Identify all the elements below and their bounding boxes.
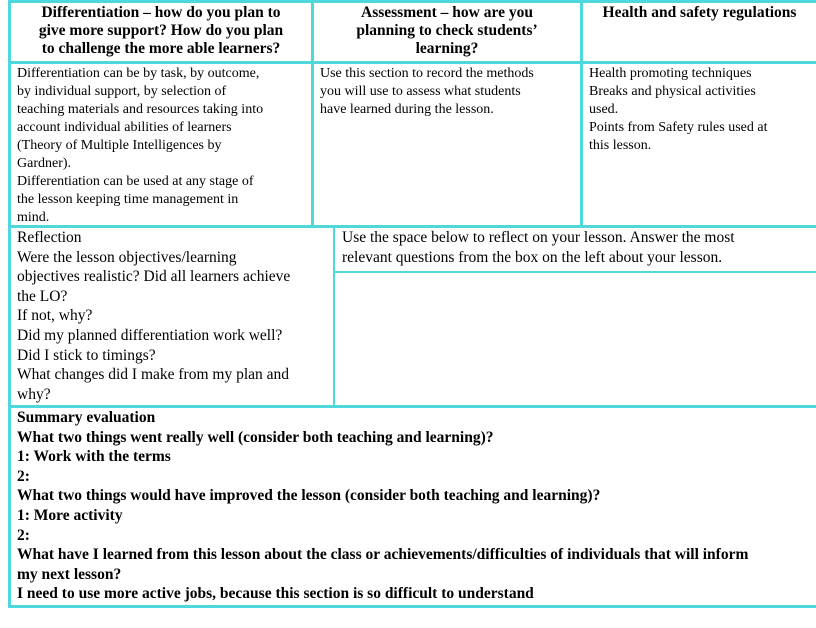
summary-evaluation <box>17 408 816 604</box>
summary-answer: 2: <box>17 467 30 485</box>
table-divider-header <box>8 61 816 64</box>
body-health-safety-line: this lesson. <box>589 138 652 153</box>
header-assessment-line: Assessment – how are you <box>361 4 533 21</box>
body-differentiation-line: Differentiation can be by task, by outcome, <box>17 66 260 81</box>
header-health-safety <box>583 4 816 22</box>
body-health-safety-line: used. <box>589 102 619 117</box>
body-differentiation-line: Gardner). <box>17 156 72 171</box>
body-health-safety <box>589 65 814 155</box>
body-assessment <box>320 65 578 119</box>
reflection-line: If not, why? <box>17 307 93 325</box>
body-health-safety-line: Points from Safety rules used at <box>589 120 768 135</box>
header-health-safety-line: Health and safety regulations <box>602 4 797 21</box>
body-differentiation-line: mind. <box>17 210 50 225</box>
reflection-instructions-line: Use the space below to reflect on your lesson. Answer the most <box>342 229 735 246</box>
reflection-line: objectives realistic? Did all learners achieve <box>17 268 291 286</box>
body-differentiation-line: teaching materials and resources taking into <box>17 102 264 117</box>
reflection-line: What changes did I make from my plan and <box>17 366 290 384</box>
header-assessment-line: learning? <box>415 40 479 57</box>
summary-answer: I need to use more active jobs, because this section is so difficult to understand <box>17 585 534 603</box>
body-assessment-line: Use this section to record the methods <box>320 66 534 81</box>
body-differentiation-line: the lesson keeping time management in <box>17 192 239 207</box>
body-assessment-line: you will use to assess what students <box>320 84 521 99</box>
reflection-answer-area[interactable] <box>335 273 816 405</box>
reflection-line: the LO? <box>17 287 68 305</box>
header-differentiation <box>11 4 311 58</box>
header-assessment <box>314 4 580 58</box>
body-differentiation-line: account individual abilities of learners <box>17 120 232 135</box>
reflection-instructions-line: relevant questions from the box on the left about your lesson. <box>342 248 723 266</box>
table-border-top <box>8 0 816 3</box>
body-differentiation-line: Differentiation can be used at any stage of <box>17 174 254 189</box>
body-health-safety-line: Health promoting techniques <box>589 66 752 81</box>
body-differentiation-line: by individual support, by selection of <box>17 84 227 99</box>
summary-question: my next lesson? <box>17 565 122 583</box>
table-border-left <box>8 0 11 608</box>
summary-answer: 1: More activity <box>17 506 123 524</box>
body-differentiation <box>17 65 309 227</box>
reflection-line: Did my planned differentiation work well? <box>17 326 283 344</box>
body-differentiation-line: (Theory of Multiple Intelligences by <box>17 138 222 153</box>
summary-question: What two things went really well (consider both teaching and learning)? <box>17 428 494 446</box>
header-differentiation-line: to challenge the more able learners? <box>41 40 281 57</box>
body-health-safety-line: Breaks and physical activities <box>589 84 756 99</box>
summary-title: Summary evaluation <box>17 409 156 426</box>
header-assessment-line: planning to check students’ <box>356 22 538 39</box>
summary-question: What have I learned from this lesson about the class or achievements/difficulties of individuals that will inform <box>17 546 749 564</box>
summary-question: What two things would have improved the lesson (consider both teaching and learning)? <box>17 487 601 505</box>
reflection-line: Were the lesson objectives/learning <box>17 248 237 266</box>
column-divider-2 <box>580 0 583 228</box>
reflection-line: Reflection <box>17 229 82 246</box>
reflection-instructions <box>342 228 814 267</box>
header-differentiation-line: give more support? How do you plan <box>38 22 284 39</box>
reflection-questions <box>17 228 331 404</box>
header-differentiation-line: Differentiation – how do you plan to <box>41 4 281 21</box>
reflection-line: why? <box>17 385 51 403</box>
reflection-line: Did I stick to timings? <box>17 346 156 364</box>
summary-answer: 1: Work with the terms <box>17 448 171 466</box>
table-border-bottom <box>8 605 816 608</box>
body-assessment-line: have learned during the lesson. <box>320 102 494 117</box>
summary-answer: 2: <box>17 526 30 544</box>
